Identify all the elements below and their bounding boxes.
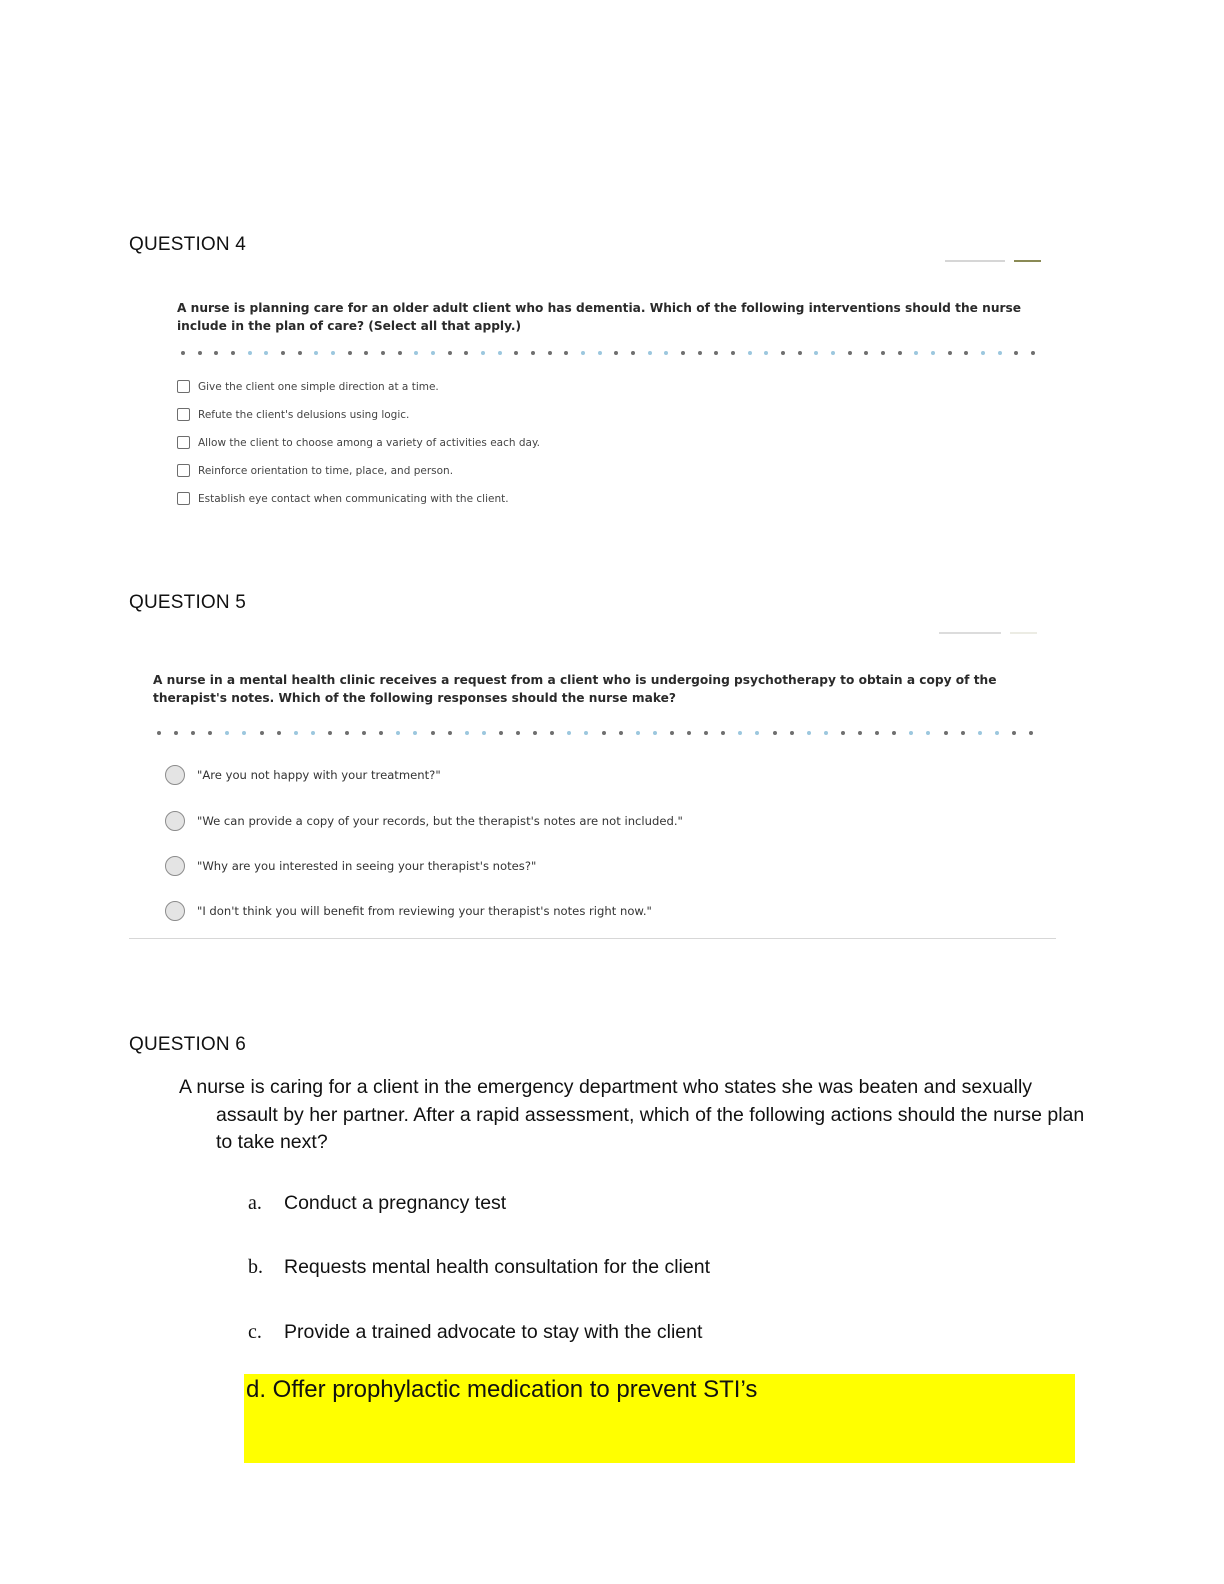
separator-dot [448,731,452,735]
separator-dot [781,351,785,355]
separator-dot [379,731,383,735]
separator-dot [208,731,212,735]
separator-dot [413,731,417,735]
option-text: Requests mental health consultation for the client [284,1256,711,1278]
answer-option-c [248,1321,702,1344]
separator-dot [431,731,435,735]
separator-dot [242,731,246,735]
option-letter: a. [248,1192,262,1214]
radio-option[interactable] [165,765,441,785]
separator-dot [858,731,862,735]
separator-dot [1012,731,1016,735]
separator-dot [704,731,708,735]
separator-dot [348,351,352,355]
separator-dot [564,351,568,355]
option-label: "I don't think you will benefit from reviewing your therapist's notes right now." [197,904,652,918]
radio-button[interactable] [165,811,185,831]
option-label: "We can provide a copy of your records, but the therapist's notes are not included." [197,814,683,828]
separator-dot [687,731,691,735]
separator-dot [225,731,229,735]
separator-dot [881,351,885,355]
separator-dot [931,351,935,355]
separator-dot [944,731,948,735]
separator-dot [995,731,999,735]
question-5-title: QUESTION 5 [129,592,247,613]
separator-dot [614,351,618,355]
option-label: "Why are you interested in seeing your therapist's notes?" [197,859,537,873]
separator-dot [636,731,640,735]
separator-dot [584,731,588,735]
separator-dots [183,351,1033,357]
separator-dot [298,351,302,355]
separator-dot [1031,351,1035,355]
separator-dot [875,731,879,735]
checkbox[interactable] [177,436,190,449]
option-label: Allow the client to choose among a variety of activities each day. [198,436,541,449]
radio-button[interactable] [165,856,185,876]
separator-dot [514,351,518,355]
separator-dot [516,731,520,735]
separator-dot [345,731,349,735]
separator-dot [567,731,571,735]
option-text: Conduct a pregnancy test [284,1192,507,1214]
separator-dot [396,731,400,735]
separator-dot [892,731,896,735]
separator-dot [314,351,318,355]
separator-dot [714,351,718,355]
separator-dot [198,351,202,355]
separator-dot [231,351,235,355]
separator-dot [1014,351,1018,355]
checkbox-option[interactable] [177,380,439,393]
separator-dot [824,731,828,735]
answer-option-b [248,1256,710,1279]
separator-dot [328,731,332,735]
separator-dot [964,351,968,355]
separator-dot [598,351,602,355]
question-4-title: QUESTION 4 [129,234,247,255]
separator-dot [914,351,918,355]
separator-dot [738,731,742,735]
separator-dot [841,731,845,735]
separator-dot [499,731,503,735]
separator-dot [653,731,657,735]
separator-dot [748,351,752,355]
separator-dot [961,731,965,735]
separator-dot [481,351,485,355]
option-text: Provide a trained advocate to stay with the client [284,1321,703,1343]
separator-dot [281,351,285,355]
separator-dot [978,731,982,735]
separator-dot [414,351,418,355]
separator-dot [191,731,195,735]
separator-dot [698,351,702,355]
separator-dot [174,731,178,735]
separator-dot [214,351,218,355]
separator-dot [664,351,668,355]
separator-dot [764,351,768,355]
separator-dot [807,731,811,735]
radio-option[interactable] [165,856,536,876]
separator-dot [619,731,623,735]
separator-dot [294,731,298,735]
separator-dot [790,731,794,735]
separator-dots [159,731,1031,737]
radio-button[interactable] [165,901,185,921]
separator-dot [465,731,469,735]
answer-text: d. Offer prophylactic medication to prevent STI’s [246,1376,758,1403]
option-letter: c. [248,1321,262,1343]
option-letter: b. [248,1256,263,1278]
progress-bar-fill [1014,260,1041,262]
separator-dot [498,351,502,355]
separator-dot [798,351,802,355]
option-label: Reinforce orientation to time, place, and person. [198,464,454,477]
separator-dot [648,351,652,355]
checkbox-option[interactable] [177,436,540,449]
checkbox[interactable] [177,464,190,477]
checkbox-option[interactable] [177,408,409,421]
separator-dot [998,351,1002,355]
separator-dot [926,731,930,735]
separator-dot [533,731,537,735]
radio-option[interactable] [165,811,683,831]
separator-dot [755,731,759,735]
progress-bar-track [939,632,1001,634]
separator-dot [181,351,185,355]
question-6-title: QUESTION 6 [129,1034,247,1055]
separator-dot [157,731,161,735]
separator-dot [831,351,835,355]
question-6-stem: A nurse is caring for a client in the emergency department who states she was beaten and sexually assault by her partner. After a rapid assessment, which of the following actions should the nurse plan to take next? [179,1076,1085,1153]
separator-dot [581,351,585,355]
separator-dot [482,731,486,735]
checkbox[interactable] [177,492,190,505]
separator-dot [864,351,868,355]
separator-dot [464,351,468,355]
separator-dot [898,351,902,355]
separator-dot [431,351,435,355]
separator-dot [277,731,281,735]
separator-dot [721,731,725,735]
highlighted-answer [244,1374,1075,1463]
question-5-stem: A nurse in a mental health clinic receives a request from a client who is undergoing psychotherapy to obtain a copy of the therapist's notes. Which of the following responses should the nurse make? [153,673,997,705]
separator-dot [548,351,552,355]
separator-dot [531,351,535,355]
separator-dot [814,351,818,355]
question-4-stem: A nurse is planning care for an older adult client who has dementia. Which of the following interventions should the nurse include in the plan of care? (Select all that apply.) [177,301,1022,333]
checkbox-option[interactable] [177,464,453,477]
separator-dot [331,351,335,355]
separator-dot [602,731,606,735]
separator-dot [631,351,635,355]
section-divider [129,938,1056,939]
separator-dot [681,351,685,355]
separator-dot [670,731,674,735]
separator-dot [362,731,366,735]
separator-dot [773,731,777,735]
separator-dot [948,351,952,355]
separator-dot [364,351,368,355]
radio-option[interactable] [165,901,652,921]
checkbox[interactable] [177,380,190,393]
separator-dot [311,731,315,735]
separator-dot [398,351,402,355]
separator-dot [448,351,452,355]
option-label: Establish eye contact when communicating with the client. [198,492,509,505]
progress-bar-fill [1010,632,1037,634]
checkbox[interactable] [177,408,190,421]
checkbox-option[interactable] [177,492,509,505]
separator-dot [909,731,913,735]
answer-option-a [248,1192,506,1215]
option-label: "Are you not happy with your treatment?" [197,768,441,782]
separator-dot [1029,731,1033,735]
separator-dot [248,351,252,355]
radio-button[interactable] [165,765,185,785]
separator-dot [260,731,264,735]
option-label: Give the client one simple direction at a time. [198,380,439,393]
separator-dot [981,351,985,355]
option-label: Refute the client's delusions using logic. [198,408,410,421]
separator-dot [848,351,852,355]
separator-dot [731,351,735,355]
progress-bar-track [945,260,1005,262]
separator-dot [381,351,385,355]
separator-dot [264,351,268,355]
separator-dot [550,731,554,735]
